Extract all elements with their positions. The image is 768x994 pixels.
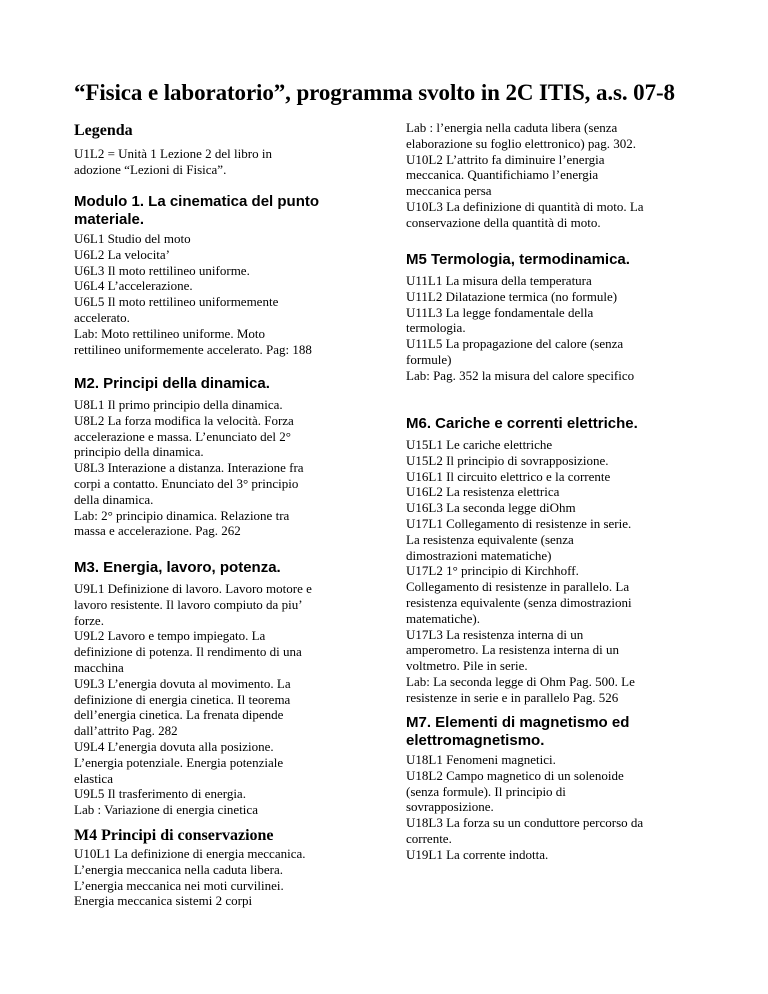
text-line: matematiche).	[406, 610, 480, 626]
text-line: L’energia meccanica nella caduta libera.	[74, 861, 283, 877]
text-line: elaborazione su foglio elettronico) pag. 302.	[406, 135, 636, 151]
section-legenda	[74, 121, 370, 178]
text-line: U18L3 La forza su un conduttore percorso da	[406, 815, 644, 831]
section-m7-elementi-di-magnetismo-ed-elettromagn	[406, 714, 706, 863]
text-line: L’energia potenziale. Energia potenziale	[74, 754, 284, 770]
text-line: U17L3 La resistenza interna di un	[406, 626, 584, 642]
text-line: Lab: Pag. 352 la misura del calore specifico	[406, 367, 635, 383]
text-line: principio della dinamica.	[74, 444, 204, 460]
section-m2-principi-della-dinamica	[74, 375, 370, 539]
text-line: definizione di energia cinetica. Il teorema	[74, 691, 291, 707]
section-body	[406, 120, 706, 231]
text-line: U8L1 Il primo principio della dinamica.	[74, 397, 283, 412]
page-title: “Fisica e laboratorio”, programma svolto in 2C ITIS, a.s. 07-8	[74, 80, 675, 105]
text-line: lavoro resistente. Il lavoro compiuto da piu’	[74, 596, 303, 612]
text-line: accelerazione e massa. L’enunciato del 2°	[74, 428, 291, 444]
text-line: U6L4 L’accelerazione.	[74, 278, 193, 294]
text-line: Lab: 2° principio dinamica. Relazione tra	[74, 507, 290, 523]
text-line: U6L5 Il moto rettilineo uniformemente	[74, 294, 279, 310]
text-line: termologia.	[406, 320, 466, 336]
text-line: Lab: Moto rettilineo uniforme. Moto	[74, 325, 265, 341]
section-body	[74, 581, 370, 818]
section-continued	[406, 120, 706, 231]
text-line: U10L2 L’attrito fa diminuire l’energia	[406, 151, 605, 167]
text-line: definizione di potenza. Il rendimento di una	[74, 644, 302, 660]
text-line: U9L3 L’energia dovuta al movimento. La	[74, 675, 291, 691]
section-body	[74, 231, 370, 357]
section-heading: M7. Elementi di magnetismo ed elettromagnetismo.	[406, 714, 630, 749]
text-line: U19L1 La corrente indotta.	[406, 846, 549, 862]
section-body	[74, 397, 370, 539]
section-heading: Legenda	[74, 122, 133, 139]
section-heading: M3. Energia, lavoro, potenza.	[74, 559, 281, 576]
section-modulo-1-la-cinematica-del-punto-materia	[74, 193, 370, 357]
text-line: resistenze in serie e in parallelo Pag. 526	[406, 689, 619, 705]
text-line: corpi a contatto. Enunciato del 3° principio	[74, 475, 299, 491]
section-heading: M2. Principi della dinamica.	[74, 375, 270, 392]
section-heading: Modulo 1. La cinematica del punto materiale.	[74, 193, 320, 228]
text-line: meccanica persa	[406, 183, 492, 199]
text-line: U8L3 Interazione a distanza. Interazione fra	[74, 460, 304, 476]
text-line: meccanica. Quantifichiamo l’energia	[406, 167, 599, 183]
text-line: massa e accelerazione. Pag. 262	[74, 523, 241, 539]
text-line: U8L2 La forza modifica la velocità. Forza	[74, 412, 294, 428]
text-line: resistenza equivalente (senza dimostrazioni	[406, 594, 632, 610]
text-line: U15L1 Le cariche elettriche	[406, 437, 553, 452]
text-line: macchina	[74, 659, 124, 675]
text-line: U16L2 La resistenza elettrica	[406, 484, 560, 500]
text-line: U16L3 La seconda legge diOhm	[406, 500, 576, 516]
text-line: Energia meccanica sistemi 2 corpi	[74, 893, 253, 909]
section-body	[406, 273, 706, 384]
text-line: corrente.	[406, 830, 452, 846]
text-line: elastica	[74, 770, 113, 786]
text-line: dell’energia cinetica. La frenata dipende	[74, 707, 284, 723]
text-line: formule)	[406, 351, 452, 367]
text-line: Lab: La seconda legge di Ohm Pag. 500. Le	[406, 673, 635, 689]
text-line: U17L1 Collegamento di resistenze in serie.	[406, 515, 632, 531]
section-heading: M5 Termologia, termodinamica.	[406, 251, 630, 268]
text-line: voltmetro. Pile in serie.	[406, 658, 528, 674]
text-line: La resistenza equivalente (senza	[406, 531, 574, 547]
text-line: (senza formule). Il principio di	[406, 783, 566, 799]
section-heading: M6. Cariche e correnti elettriche.	[406, 415, 638, 432]
text-line: U9L5 Il trasferimento di energia.	[74, 786, 246, 802]
text-line: conservazione della quantità di moto.	[406, 214, 601, 230]
text-line: dimostrazioni matematiche)	[406, 547, 552, 563]
section-body	[406, 437, 706, 706]
text-line: Lab : l’energia nella caduta libera (senza	[406, 120, 618, 135]
text-line: della dinamica.	[74, 491, 154, 507]
text-line: U15L2 Il principio di sovrapposizione.	[406, 452, 609, 468]
text-line: U1L2 = Unità 1 Lezione 2 del libro in	[74, 146, 272, 161]
text-line: sovrapposizione.	[406, 799, 494, 815]
text-line: U11L3 La legge fondamentale della	[406, 304, 594, 320]
text-line: U10L1 La definizione di energia meccanica.	[74, 846, 306, 861]
text-line: U18L1 Fenomeni magnetici.	[406, 752, 556, 767]
section-m3-energia-lavoro-potenza	[74, 559, 370, 818]
section-body	[74, 146, 370, 178]
text-line: dall’attrito Pag. 282	[74, 723, 178, 739]
text-line: U6L1 Studio del moto	[74, 231, 191, 246]
section-m4-principi-di-conservazione	[74, 826, 370, 909]
text-line: accelerato.	[74, 309, 130, 325]
text-line: U9L1 Definizione di lavoro. Lavoro motore e	[74, 581, 312, 596]
text-line: U6L2 La velocita’	[74, 246, 171, 262]
section-m5-termologia-termodinamica	[406, 251, 706, 384]
text-line: U11L1 La misura della temperatura	[406, 273, 592, 288]
text-line: U10L3 La definizione di quantità di moto. La	[406, 198, 644, 214]
text-line: U6L3 Il moto rettilineo uniforme.	[74, 262, 250, 278]
text-line: adozione “Lezioni di Fisica”.	[74, 161, 227, 177]
text-line: U11L2 Dilatazione termica (no formule)	[406, 288, 618, 304]
text-line: U16L1 Il circuito elettrico e la corrente	[406, 468, 611, 484]
text-line: Lab : Variazione di energia cinetica	[74, 802, 258, 818]
section-heading: M4 Principi di conservazione	[74, 827, 274, 844]
text-line: U9L4 L’energia dovuta alla posizione.	[74, 738, 274, 754]
text-line: U17L2 1° principio di Kirchhoff.	[406, 563, 579, 579]
text-line: amperometro. La resistenza interna di un	[406, 642, 619, 658]
text-line: U18L2 Campo magnetico di un solenoide	[406, 767, 624, 783]
text-line: forze.	[74, 612, 104, 628]
text-line: U11L5 La propagazione del calore (senza	[406, 336, 624, 352]
text-line: U9L2 Lavoro e tempo impiegato. La	[74, 628, 266, 644]
text-line: Collegamento di resistenze in parallelo. La	[406, 579, 630, 595]
section-body	[406, 752, 706, 863]
text-line: rettilineo uniformemente accelerato. Pag: 188	[74, 341, 312, 357]
text-line: L’energia meccanica nei moti curvilinei.	[74, 877, 284, 893]
section-m6-cariche-e-correnti-elettriche	[406, 415, 706, 706]
section-body	[74, 846, 370, 909]
